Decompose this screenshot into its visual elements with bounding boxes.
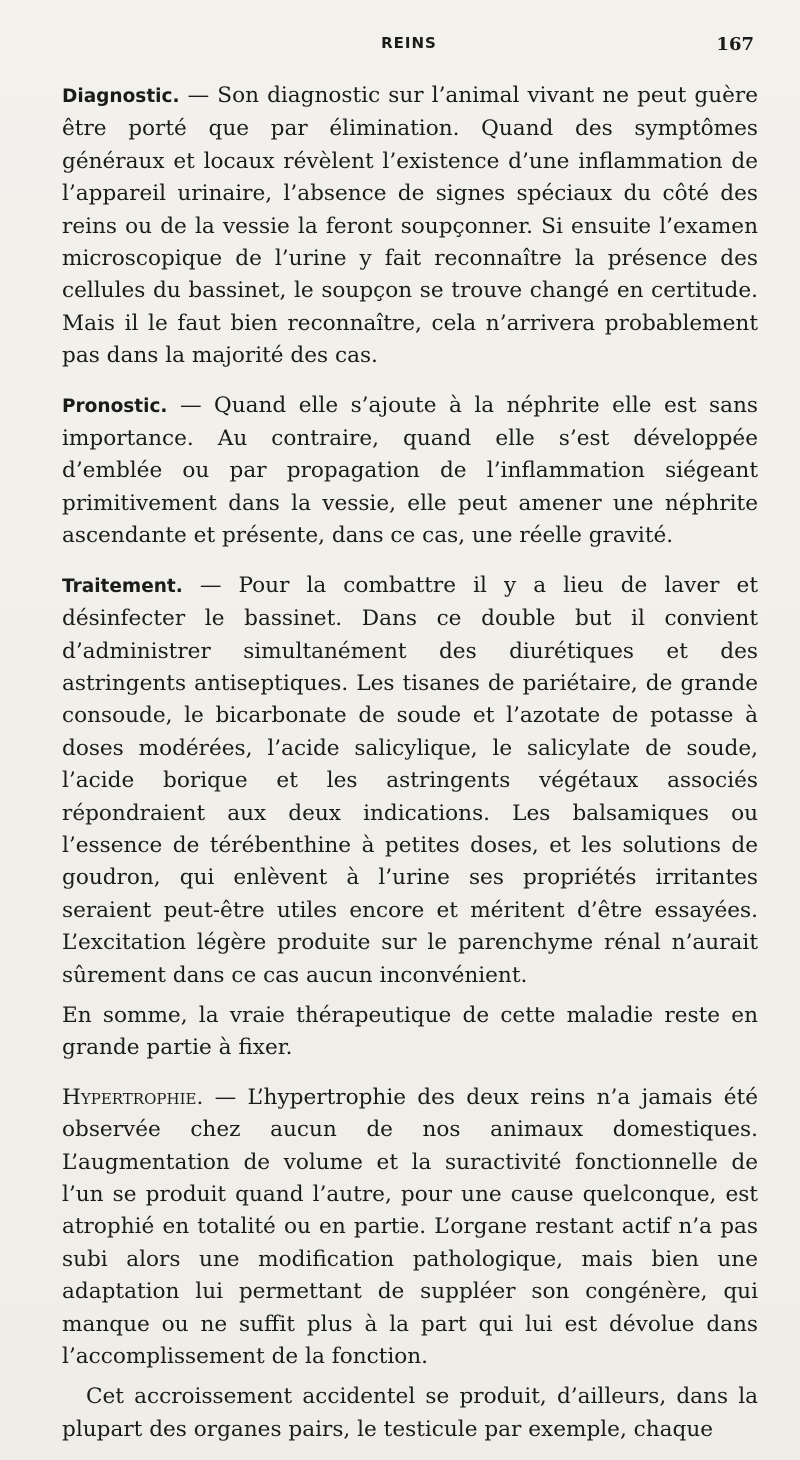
paragraph-diagnostic bbox=[62, 80, 758, 373]
page-number: 167 bbox=[716, 34, 754, 55]
paragraph-en-somme bbox=[62, 1000, 758, 1065]
running-head bbox=[64, 34, 754, 64]
paragraph-diagnostic-text: — Son diagnostic sur l’animal vivant ne peut guère être porté que par élimination. Quand des symptômes généraux et locaux révèlent l’existence d’une inflammation de l’appareil urinaire, l’absence de signes spéciaux du côté des reins ou de la vessie la feront soupçonner. Si ensuite l’examen microscopique de l’urine y fait reconnaître la présence des cellules du bassinet, le soupçon se trouve changé en certitude. Mais il le faut bien reconnaître, cela n’arrivera probablement pas dans la majorité des cas. bbox=[62, 83, 758, 369]
paragraph-traitement bbox=[62, 570, 758, 992]
paragraph-hypertrophie bbox=[62, 1082, 758, 1374]
running-title: REINS bbox=[381, 34, 437, 52]
paragraph-pronostic bbox=[62, 390, 758, 553]
heading-pronostic: Pronostic. bbox=[62, 395, 168, 417]
paragraph-pronostic-text: — Quand elle s’ajoute à la néphrite elle est sans importance. Au contraire, quand elle s’est développée d’emblée ou par propagation de l’inflammation siégeant primitivement dans la vessie, elle peut amener une néphrite ascendante et présente, dans ce cas, une réelle gravité. bbox=[62, 392, 758, 549]
paragraph-traitement-text: — Pour la combattre il y a lieu de laver et désinfecter le bassinet. Dans ce double but il convient d’administrer simultanément des diurétiques et des astringents antiseptiques. Les tisanes de pariétaire, de grande consoude, le bicarbonate de soude et l’azotate de potasse à doses modérées, l’acide salicylique, le salicylate de soude, l’acide borique et les astringents végétaux associés répondraient aux deux indications. Les balsamiques ou l’essence de térébenthine à petites doses, et les solutions de goudron, qui enlèvent à l’urine ses propriétés irritantes seraient peut-être utiles encore et méritent d’être essayées. L’excitation légère produite sur le parenchyme rénal n’aurait sûrement dans ce cas aucun inconvénient. bbox=[62, 572, 758, 988]
heading-diagnostic: Diagnostic. bbox=[62, 86, 180, 107]
heading-traitement: Traitement. bbox=[62, 575, 183, 597]
paragraph-accroissement-text: Cet accroissement accidentel se produit, d’ailleurs, dans la plupart des organes pairs, le testicule par exemple, chaque bbox=[62, 1384, 758, 1442]
paragraph-hypertrophie-text: — L’hypertrophie des deux reins n’a jamais été observée chez aucun de nos animaux domestiques. L’augmentation de volume et la suractivité fonctionnelle de l’un se produit quand l’autre, pour une cause quelconque, est atrophié en totalité ou en partie. L’organe restant actif n’a pas subi alors une modification pathologique, mais bien une adaptation lui permettant de suppléer son congénère, qui manque ou ne suffit plus à la part qui lui est dévolue dans l’accomplissement de la fonction. bbox=[62, 1084, 758, 1370]
body-text bbox=[62, 80, 758, 1446]
heading-hypertrophie: Hypertrophie. bbox=[62, 1084, 204, 1110]
paragraph-en-somme-text: En somme, la vraie thérapeutique de cette maladie reste en grande partie à fixer. bbox=[62, 1002, 758, 1061]
paragraph-accroissement bbox=[62, 1381, 758, 1446]
